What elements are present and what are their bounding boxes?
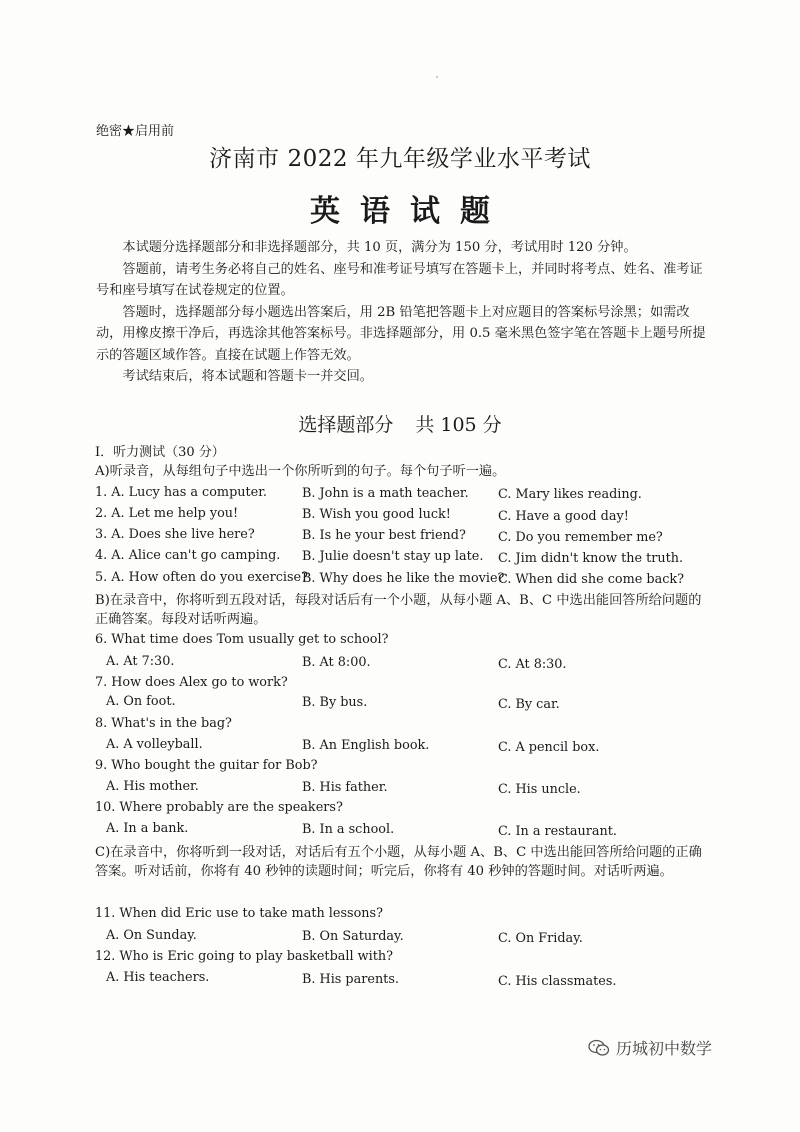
question-11: 11. When did Eric use to take math lessons? xyxy=(95,906,383,921)
question-8-option-b: B. An English book. xyxy=(302,738,430,753)
question-10: 10. Where probably are the speakers? xyxy=(95,800,343,815)
instruction-paragraph: 答题前，请考生务必将自己的姓名、座号和准考证号填写在答题卡上，并同时将考点、姓名、准考证号和座号填写在试卷规定的位置。 xyxy=(96,261,703,298)
question-6-option-c: C. At 8:30. xyxy=(498,657,567,672)
listening-heading: I．听力测试（30 分） xyxy=(95,445,225,460)
section-score: 共 105 分 xyxy=(415,414,502,436)
instruction-paragraph: 答题时，选择题部分每小题选出答案后，用 2B 铅笔把答题卡上对应题目的答案标号涂黑；如需改动，用橡皮擦干净后，再选涂其他答案标号。非选择题部分，用 0.5 毫米黑色签字笔在答题卡上题号所提示的答题区域作答。直接在试题上作答无效。 xyxy=(96,304,706,363)
question-11-option-b: B. On Saturday. xyxy=(302,929,404,944)
subject-title: 英语试题 xyxy=(310,194,510,229)
question-12-option-c: C. His classmates. xyxy=(498,974,617,989)
question-9-option-a: A. His mother. xyxy=(106,779,199,794)
question-8-option-c: C. A pencil box. xyxy=(498,740,600,755)
question-10-option-a: A. In a bank. xyxy=(106,821,189,836)
section-title: 选择题部分 xyxy=(298,414,394,436)
question-11-option-a: A. On Sunday. xyxy=(106,928,197,943)
question-7-option-a: A. On foot. xyxy=(106,694,176,709)
wechat-icon xyxy=(588,1039,610,1057)
instructions xyxy=(96,237,708,388)
question-1-option-b: B. John is a math teacher. xyxy=(302,486,469,501)
question-10-option-b: B. In a school. xyxy=(302,822,395,837)
question-3-option-c: C. Do you remember me? xyxy=(498,530,663,545)
question-5-option-a: 5. A. How often do you exercise? xyxy=(95,570,308,585)
confidential-label: 绝密★启用前 xyxy=(96,124,175,139)
watermark xyxy=(588,1036,712,1059)
question-2-option-c: C. Have a good day! xyxy=(498,509,629,524)
question-8: 8. What's in the bag? xyxy=(95,716,232,731)
exam-title: 济南市 2022 年九年级学业水平考试 xyxy=(209,146,591,172)
question-6-option-a: A. At 7:30. xyxy=(106,654,175,669)
part-c-instruction: C)在录音中，你将听到一段对话，对话后有五个小题，从每小题 A、B、C 中选出能回答所给问题的正确答案。听对话前，你将有 40 秒钟的读题时间；听完后，你将有 40 秒钟的答题时间。对话听两遍。 xyxy=(95,845,702,879)
question-9-option-b: B. His father. xyxy=(302,780,388,795)
question-1-option-a: 1. A. Lucy has a computer. xyxy=(95,485,267,500)
question-9: 9. Who bought the guitar for Bob? xyxy=(95,758,318,773)
instruction-paragraph: 本试题分选择题部分和非选择题部分，共 10 页，满分为 150 分，考试用时 120 分钟。 xyxy=(122,240,637,255)
question-12-option-a: A. His teachers. xyxy=(106,970,210,985)
question-2-option-b: B. Wish you good luck! xyxy=(302,507,451,522)
question-11-option-c: C. On Friday. xyxy=(498,931,583,946)
question-5-option-b: B. Why does he like the movie? xyxy=(302,571,505,586)
question-7-option-c: C. By car. xyxy=(498,697,560,712)
part-a-instruction: A)听录音，从每组句子中选出一个你所听到的句子。每个句子听一遍。 xyxy=(95,464,506,479)
question-4-option-b: B. Julie doesn't stay up late. xyxy=(302,549,484,564)
part-b-instruction: B)在录音中，你将听到五段对话，每段对话后有一个小题，从每小题 A、B、C 中选出能回答所给问题的正确答案。每段对话听两遍。 xyxy=(95,593,702,627)
question-12: 12. Who is Eric going to play basketball with? xyxy=(95,949,393,964)
scan-speck xyxy=(436,76,438,78)
question-7-option-b: B. By bus. xyxy=(302,695,368,710)
question-1-option-c: C. Mary likes reading. xyxy=(498,487,642,502)
question-3-option-a: 3. A. Does she live here? xyxy=(95,527,255,542)
question-5-option-c: C. When did she come back? xyxy=(498,572,684,587)
question-3-option-b: B. Is he your best friend? xyxy=(302,528,466,543)
instruction-paragraph: 考试结束后，将本试题和答题卡一并交回。 xyxy=(122,369,373,384)
question-12-option-b: B. His parents. xyxy=(302,972,399,987)
question-6-option-b: B. At 8:00. xyxy=(302,655,371,670)
question-2-option-a: 2. A. Let me help you! xyxy=(95,506,239,521)
question-6: 6. What time does Tom usually get to school? xyxy=(95,632,389,647)
question-4-option-c: C. Jim didn't know the truth. xyxy=(498,551,684,566)
section-heading xyxy=(0,410,800,437)
question-9-option-c: C. His uncle. xyxy=(498,782,581,797)
question-7: 7. How does Alex go to work? xyxy=(95,675,288,690)
question-4-option-a: 4. A. Alice can't go camping. xyxy=(95,548,281,563)
question-8-option-a: A. A volleyball. xyxy=(106,737,203,752)
watermark-text: 历城初中数学 xyxy=(616,1039,713,1058)
question-10-option-c: C. In a restaurant. xyxy=(498,824,618,839)
